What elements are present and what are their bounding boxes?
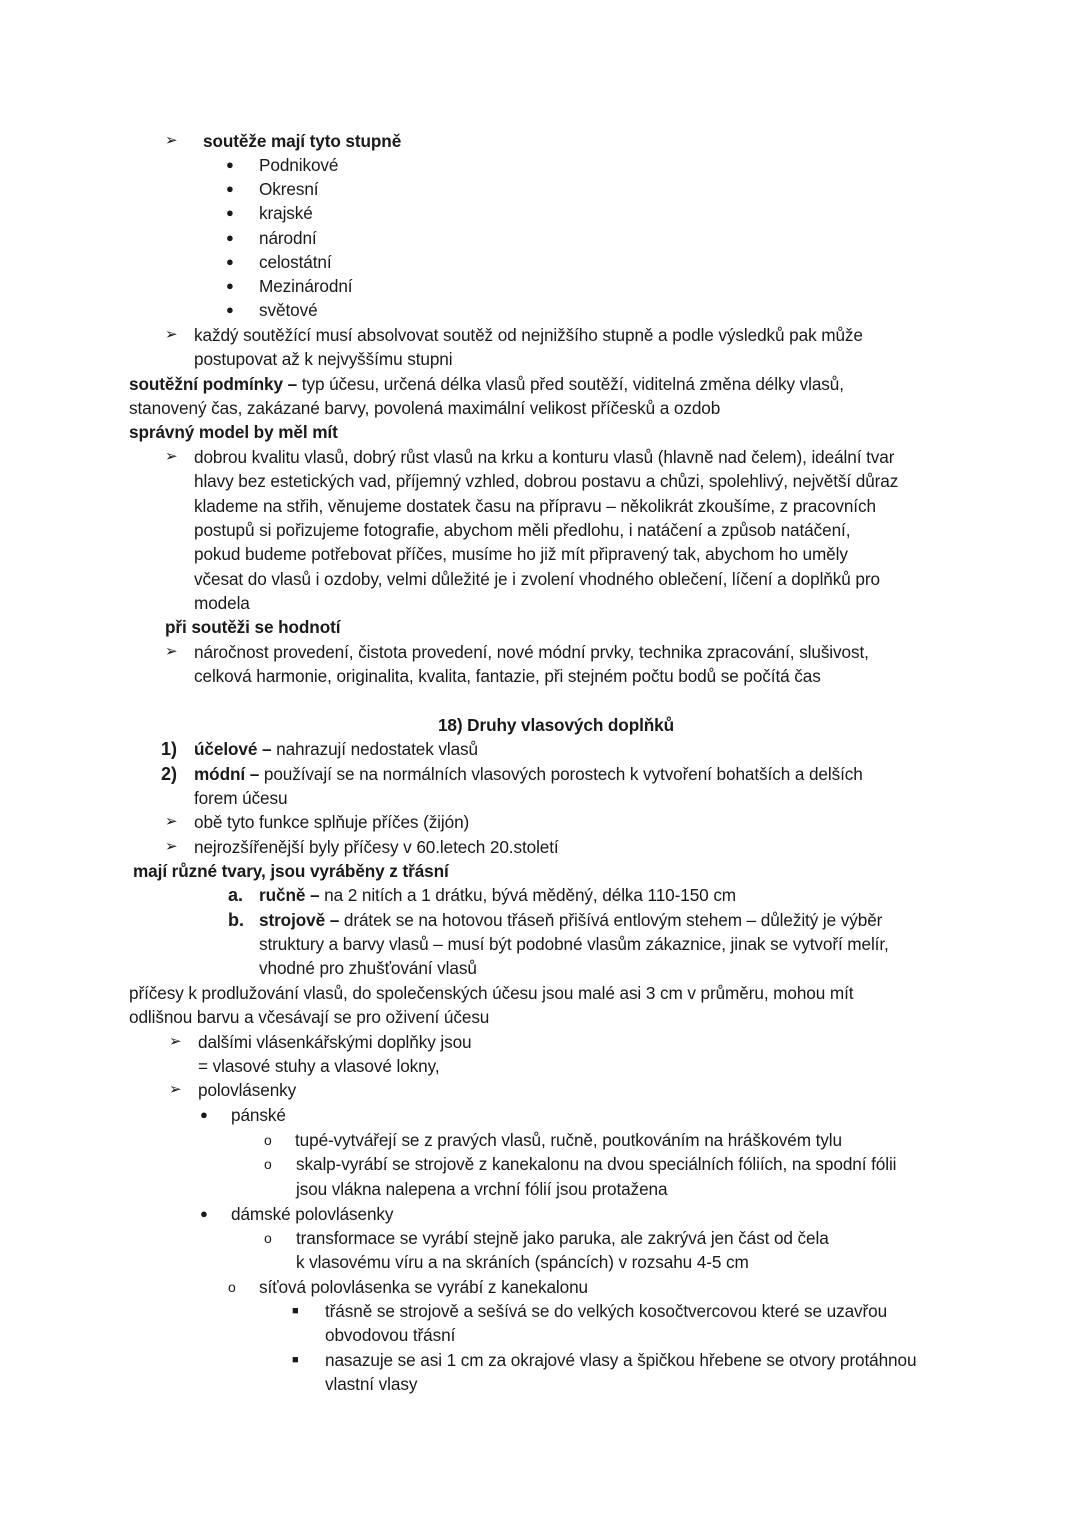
numbered-item [194,762,863,786]
list-number: 2) [161,764,178,784]
evaluation-heading: při soutěži se hodnotí [165,617,341,637]
item-text: na 2 nitích a 1 drátku, bývá měděný, délka 110-150 cm [319,885,737,905]
model-text: modela [194,593,250,613]
arrow-bullet-icon: ➢ [165,132,178,149]
womens-heading: dámské polovlásenky [231,1204,394,1224]
level-item: Podnikové [259,155,339,175]
mens-heading: pánské [231,1105,286,1125]
item-label: účelové – [194,739,272,759]
extensions-text: odlišnou barvu a včesávají se pro oživení účesu [129,1007,490,1027]
arrow-bullet-icon: ➢ [165,838,178,855]
popular-text: nejrozšířenější byly příčesy v 60.letech 20.století [194,837,559,857]
numbered-item [194,737,478,761]
evaluation-text: celková harmonie, originalita, kvalita, fantazie, při stejném počtu bodů se počítá čas [194,666,821,686]
dot-bullet-icon: ● [226,302,234,317]
level-item: Mezinárodní [259,276,353,296]
dot-bullet-icon: ● [226,157,234,172]
list-letter: b. [228,910,244,930]
square-bullet-icon: ■ [292,1354,299,1366]
lettered-item [259,908,882,932]
accessories-text: dalšími vlásenkářskými doplňky jsou [198,1032,472,1052]
circle-bullet-icon: o [228,1279,236,1295]
conditions-paragraph [129,372,844,396]
conditions-text: stanovený čas, zakázané barvy, povolená maximální velikost příčesků a ozdob [129,398,721,418]
item-text: forem účesu [194,788,288,808]
section-title: 18) Druhy vlasových doplňků [437,715,675,735]
accessories-text: = vlasové stuhy a vlasové lokny, [198,1056,440,1076]
item-label: ručně – [259,885,320,905]
dot-bullet-icon: ● [200,1107,208,1122]
dot-bullet-icon: ● [200,1206,208,1221]
dot-bullet-icon: ● [226,205,234,220]
arrow-bullet-icon: ➢ [165,326,178,343]
arrow-bullet-icon: ➢ [165,448,178,465]
item-label: strojově – [259,910,340,930]
model-text: klademe na střih, věnujeme dostatek času na přípravu – několikrát zkoušíme, z pracovních [194,496,876,516]
dot-bullet-icon: ● [226,254,234,269]
net-item-text: vlastní vlasy [325,1374,418,1394]
skalp-text: skalp-vyrábí se strojově z kanekalonu na dvou speciálních fóliích, na spodní fólii [296,1154,897,1174]
item-text: struktury a barvy vlasů – musí být podobné vlasům zákaznice, jinak se vytvoří melír, [259,934,889,954]
dot-bullet-icon: ● [226,181,234,196]
net-item-text: nasazuje se asi 1 cm za okrajové vlasy a špičkou hřebene se otvory protáhnou [325,1350,917,1370]
model-text: pokud budeme potřebovat příčes, musíme ho již mít připravený tak, abychom ho uměly [194,544,848,564]
model-text: hlavy bez estetických vad, příjemný vzhled, dobrou postavu a chůzi, spolehlivý, největší důraz [194,471,899,491]
item-label: módní – [194,764,260,784]
lettered-item [259,883,736,907]
item-text: nahrazují nedostatek vlasů [271,739,478,759]
conditions-text: typ účesu, určená délka vlasů před soutěží, viditelná změna délky vlasů, [297,374,844,394]
extensions-text: příčesy k prodlužování vlasů, do společenských účesu jsou malé asi 3 cm v průměru, mohou mít [129,983,854,1003]
arrow-bullet-icon: ➢ [165,813,178,830]
dot-bullet-icon: ● [226,278,234,293]
level-item: celostátní [259,252,332,272]
functions-text: obě tyto funkce splňuje příčes (žijón) [194,812,470,832]
model-text: včesat do vlasů i ozdoby, velmi důležité je i zvolení vhodného oblečení, líčení a doplňků pro [194,569,880,589]
arrow-bullet-icon: ➢ [169,1081,182,1098]
evaluation-text: náročnost provedení, čistota provedení, nové módní prvky, technika zpracování, slušivost, [194,642,869,662]
item-text: drátek se na hotovou třáseň přišívá entlovým stehem – důležitý je výběr [339,910,883,930]
shapes-heading: mají různé tvary, jsou vyráběny z třásní [133,861,449,881]
levels-heading: soutěže mají tyto stupně [203,131,402,151]
progression-text: postupovat až k nejvyššímu stupni [194,349,453,369]
circle-bullet-icon: o [264,1156,272,1172]
circle-bullet-icon: o [264,1230,272,1246]
net-item-text: třásně se strojově a sešívá se do velkých kosočtvercovou které se uzavřou [325,1301,888,1321]
arrow-bullet-icon: ➢ [165,643,178,660]
half-wigs-heading: polovlásenky [198,1080,297,1100]
model-heading: správný model by měl mít [129,422,338,442]
item-text: používají se na normálních vlasových porostech k vytvoření bohatších a delších [259,764,863,784]
tupe-text: tupé-vytvářejí se z pravých vlasů, ručně, poutkováním na hráškovém tylu [295,1130,842,1150]
level-item: světové [259,300,318,320]
circle-bullet-icon: o [264,1132,272,1148]
net-wig-text: síťová polovlásenka se vyrábí z kanekalonu [259,1277,589,1297]
transform-text: k vlasovému víru a na skráních (spáncích) v rozsahu 4-5 cm [296,1252,749,1272]
model-text: dobrou kvalitu vlasů, dobrý růst vlasů na krku a konturu vlasů (hlavně nad čelem), ideální tvar [194,447,895,467]
conditions-label: soutěžní podmínky – [129,374,298,394]
net-item-text: obvodovou třásní [325,1325,456,1345]
progression-text: každý soutěžící musí absolvovat soutěž od nejnižšího stupně a podle výsledků pak může [194,325,863,345]
skalp-text: jsou vlákna nalepena a vrchní fólií jsou protažena [296,1179,668,1199]
arrow-bullet-icon: ➢ [169,1033,182,1050]
model-text: postupů si pořizujeme fotografie, abychom měli předlohu, i natáčení a způsob natáčení, [194,520,851,540]
list-letter: a. [228,885,244,905]
transform-text: transformace se vyrábí stejně jako paruka, ale zakrývá jen část od čela [296,1228,829,1248]
level-item: Okresní [259,179,319,199]
level-item: krajské [259,203,313,223]
square-bullet-icon: ■ [292,1305,299,1317]
level-item: národní [259,228,317,248]
item-text: vhodné pro zhušťování vlasů [259,958,477,978]
dot-bullet-icon: ● [226,230,234,245]
list-number: 1) [161,739,178,759]
